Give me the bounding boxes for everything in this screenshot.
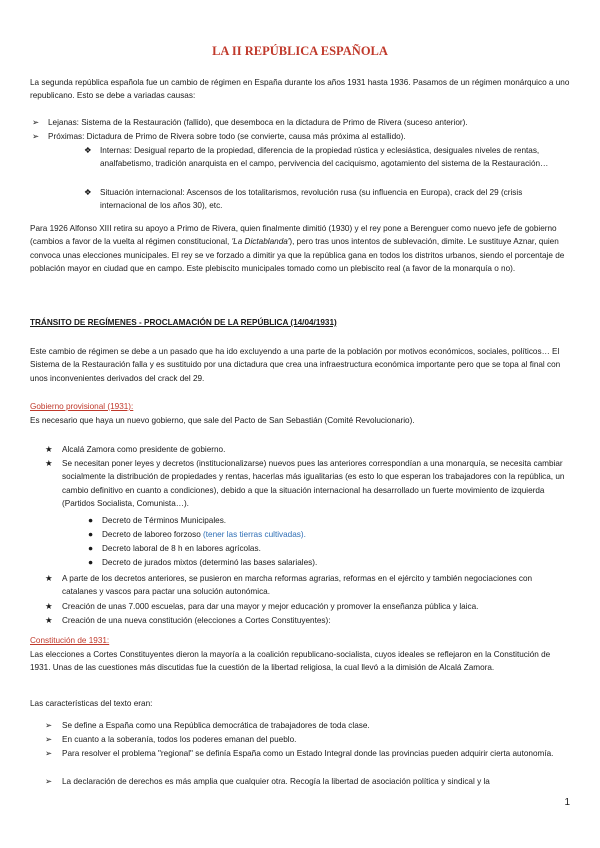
arrow-bullet-icon: ➢ — [45, 720, 53, 730]
cause-proximas: Próximas: Dictadura de Primo de Rivera sobre todo (se convierte, causa más próxima al estallido). — [48, 132, 406, 141]
transition-paragraph: Este cambio de régimen se debe a un pasado que ha ido excluyendo a una parte de la población por motivos económicos, sociales, políticos… El Sistema de la Restauración falla y es sustituido por una dictadura que crea una infraestructura económica importante pero que se topa al final con unos inconvenientes derivados del crack del 29. — [30, 347, 561, 383]
char-item-rights: La declaración de derechos es más amplia que cualquier otra. Recogía la libertad de asociación política y sindical y la — [62, 777, 490, 786]
diamond-bullet-icon: ❖ — [84, 145, 92, 155]
para-1926-post: ), pero tras unos intentos de sublevación, dimite. Le sustituye Aznar, quien convoca unas elecciones municipales. El rey se ve forzado a dimitir ya que la república gana en todos los distritos urbanos, siendo el porcentaje de población mayor en ciudad que en campo. Este plebiscito municipales tomado como un plebiscito real (a favor de la monarquía o no). — [30, 237, 565, 274]
gov-item-reforms: A parte de los decretos anteriores, se pusieron en marcha reformas agrarias, reformas en el ejército y también negociaciones con catalanes y vascos para pactar una solución autonómica. — [62, 574, 533, 597]
transition-heading: TRÁNSITO DE REGÍMENES - PROCLAMACIÓN DE LA REPÚBLICA (14/04/1931) — [30, 318, 337, 327]
arrow-bullet-icon: ➢ — [32, 131, 40, 141]
cause-internacional: Situación internacional: Ascensos de los totalitarismos, revolución rusa (su influencia en Europa), crack del 29 (crisis internacional de los años 30), etc. — [100, 188, 523, 211]
decree-laboreo — [102, 528, 562, 541]
circle-bullet-icon: ● — [88, 529, 94, 539]
gov-item-president: Alcalá Zamora como presidente de gobierno. — [62, 445, 226, 454]
star-bullet-icon: ★ — [45, 573, 53, 583]
arrow-bullet-icon: ➢ — [45, 776, 53, 786]
circle-bullet-icon: ● — [88, 543, 94, 553]
star-bullet-icon: ★ — [45, 458, 53, 468]
constitution-heading: Constitución de 1931: — [30, 636, 110, 645]
decree-laboreo-text: Decreto de laboreo forzoso — [102, 530, 204, 539]
circle-bullet-icon: ● — [88, 557, 94, 567]
star-bullet-icon: ★ — [45, 444, 53, 454]
char-item-republic: Se define a España como una República democrática de trabajadores de toda clase. — [62, 721, 370, 730]
arrow-bullet-icon: ➢ — [45, 734, 53, 744]
char-item-sovereignty: En cuanto a la soberanía, todos los poderes emanan del pueblo. — [62, 735, 297, 744]
page-number: 1 — [564, 797, 570, 808]
para-1926-pre: Para 1926 Alfonso XIII retira su apoyo a Primo de Rivera, quien finalmente dimitió (1930) y el rey pone a Berenguer como nuevo jefe de gobierno (cambios a favor de la vuelta al régimen constitucional, — [30, 224, 557, 247]
arrow-bullet-icon: ➢ — [45, 748, 53, 758]
star-bullet-icon: ★ — [45, 601, 53, 611]
gov-heading: Gobierno provisional (1931): — [30, 402, 134, 411]
decree-laboreo-note: (tener las tierras cultivadas). — [203, 530, 306, 539]
gov-item-constitution: Creación de una nueva constitución (elecciones a Cortes Constituyentes): — [62, 616, 331, 625]
characteristics-heading: Las características del texto eran: — [30, 699, 153, 708]
diamond-bullet-icon: ❖ — [84, 187, 92, 197]
circle-bullet-icon: ● — [88, 515, 94, 525]
arrow-bullet-icon: ➢ — [32, 117, 40, 127]
star-bullet-icon: ★ — [45, 615, 53, 625]
intro-paragraph: La segunda república española fue un cambio de régimen en España durante los años 1931 hasta 1936. Pasamos de un régimen monárquico a uno republicano. Esto se debe a variadas causas: — [30, 78, 570, 101]
gov-item-schools: Creación de unas 7.000 escuelas, para dar una mayor y mejor educación y promover la enseñanza pública y laica. — [62, 602, 479, 611]
gov-paragraph: Es necesario que haya un nuevo gobierno, que sale del Pacto de San Sebastián (Comité Revolucionario). — [30, 416, 415, 425]
page-title: LA II REPÚBLICA ESPAÑOLA — [212, 44, 388, 58]
decree-municipal: Decreto de Términos Municipales. — [102, 516, 227, 525]
decree-jurados: Decreto de jurados mixtos (determinó las bases salariales). — [102, 558, 318, 567]
dictablanda-term: 'La Dictablanda' — [231, 237, 290, 247]
para-1926 — [30, 222, 570, 276]
char-item-regional: Para resolver el problema "regional" se definía España como un Estado Integral donde las provincias pueden adquirir cierta autonomía. — [62, 749, 554, 758]
constitution-paragraph: Las elecciones a Cortes Constituyentes dieron la mayoría a la coalición republicano-socialista, cuyos ideales se reflejaron en la Constitución de 1931. Unas de las cuestiones más discutidas fue la cuestión de la libertad religiosa, la cual llevó a la dimisión de Alcalá Zamora. — [30, 650, 551, 673]
gov-item-laws: Se necesitan poner leyes y decretos (institucionalizarse) nuevos pues las anteriores correspondían a una monarquía, se necesita cambiar socialmente la distribución de propiedades y rentas, hacerlas más igualitarias (es esto lo que esperan los trabajadores con la república, un cambio definitivo en cuanto a condiciones), debido a que la situación internacional ha desarrollado un fuerte movimiento de izquierda (Partidos Socialista, Comunista…). — [62, 459, 565, 509]
decree-laboral: Decreto laboral de 8 h en labores agrícolas. — [102, 544, 261, 553]
cause-internas: Internas: Desigual reparto de la propiedad, diferencia de la propiedad rústica y eclesiástica, desiguales niveles de rentas, analfabetismo, tradición anarquista en el campo, pervivencia del caciquismo, agotamiento del sistema de la Restauración… — [100, 146, 549, 169]
cause-lejanas: Lejanas: Sistema de la Restauración (fallido), que desemboca en la dictadura de Primo de Rivera (suceso anterior). — [48, 118, 468, 127]
